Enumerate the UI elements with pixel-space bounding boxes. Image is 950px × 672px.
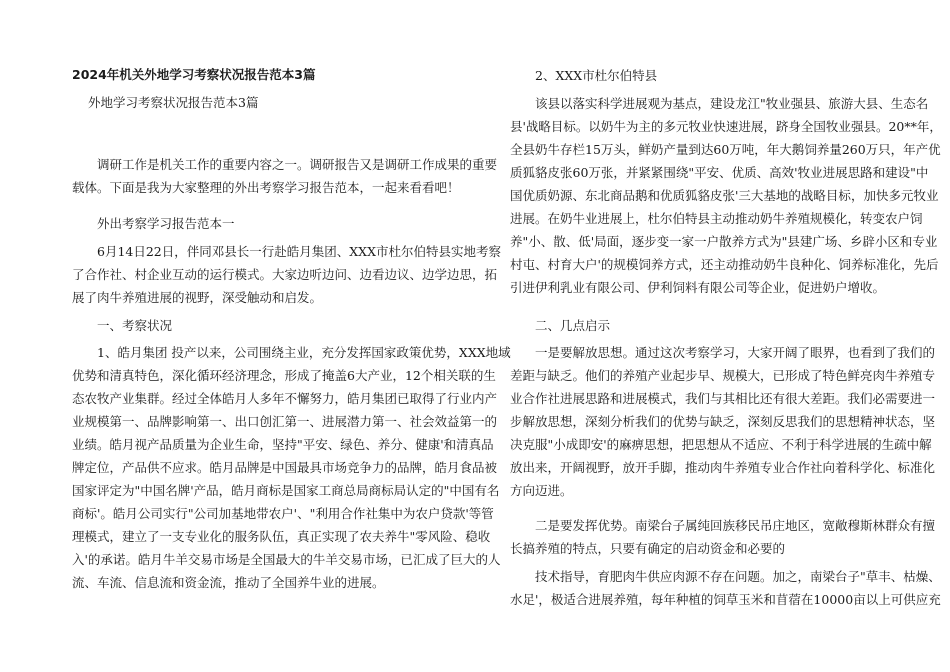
text-line: 载体。下面是我为大家整理的外出考察学习报告范本，一起来看看吧！ — [72, 180, 460, 195]
text-line: 业绩。皓月视产品质量为企业生命，坚持"平安、绿色、养分、健康'和清真品 — [72, 437, 494, 452]
paragraph — [510, 341, 935, 502]
section-heading: 二、几点启示 — [535, 318, 611, 333]
text-line: 商标'。皓月公司实行"公司加基地带农户'、"利用合作社集中为农户贷款'等管 — [72, 506, 494, 521]
text-line: 流、车流、信息流和资金流，推动了全国养牛业的进展。 — [72, 575, 385, 590]
text-line: 态农牧产业集群。经过全体皓月人多年不懈努力，皓月集团已取得了行业内产 — [72, 391, 498, 406]
text-line: 全县奶牛存栏15万头，鲜奶产量到达60万吨，年大鹅饲养量260万只，年产优 — [510, 142, 941, 157]
text-line: 了合作社、村企业互动的运行模式。大家边听边问、边看边议、边学边思，拓 — [72, 267, 498, 282]
text-line: 养"小、散、低'局面，逐步变一家一户散养方式为"县建广场、乡辟小区和专业 — [510, 234, 938, 249]
document-subtitle: 外地学习考察状况报告范本3篇 — [88, 95, 259, 110]
document-title: 2024年机关外地学习考察状况报告范本3篇 — [72, 67, 316, 82]
text-line: 村屯、村育大户'的规模饲养方式，还主动推动奶牛良种化、饲养标准化，先后 — [510, 257, 939, 272]
text-line: 质狐貉皮张60万张，并紧紧围绕"平安、优质、高效'牧业进展思路和建设"中 — [510, 165, 929, 180]
text-line: 长搞养殖的特点，只要有确定的启动资金和必要的 — [510, 541, 786, 556]
text-line: 优势和清真特色，深化循环经济理念，形成了掩盖6大产业，12个相关联的生 — [72, 368, 496, 383]
text-line: 调研工作是机关工作的重要内容之一。调研报告又是调研工作成果的重要 — [97, 157, 498, 172]
text-line: 决克服"小成即安'的麻痹思想，把思想从不适应、不利于科学进展的生疏中解 — [510, 437, 932, 452]
text-line: 理模式，建立了一支专业化的服务队伍，真正实现了农夫养牛"零风险、稳收 — [72, 529, 491, 544]
text-line: 技术指导，育肥肉牛供应肉源不存在问题。加之，南梁台子"草丰、枯燥、 — [535, 569, 941, 584]
section-heading: 2、XXX市杜尔伯特县 — [535, 68, 658, 83]
section-heading: 一、考察状况 — [97, 318, 173, 333]
paragraph — [510, 514, 935, 560]
text-line: 入'的承诺。皓月牛羊交易市场是全国最大的牛羊交易市场，已汇成了巨大的人 — [72, 552, 501, 567]
text-line: 6月14日22日，伴同邓县长一行赴皓月集团、XXX市杜尔伯特县实地考察 — [97, 244, 501, 259]
text-line: 方向迈进。 — [510, 483, 573, 498]
text-line: 一是要解放思想。通过这次考察学习，大家开阔了眼界，也看到了我们的 — [535, 345, 936, 360]
text-line: 进展。在奶牛业进展上，杜尔伯特县主动推动奶牛养殖规模化，转变农户饲 — [510, 211, 923, 226]
text-line: 二是要发挥优势。南梁台子属纯回族移民吊庄地区，宽敞穆斯林群众有擅 — [535, 518, 936, 533]
text-line: 步解放思想，深刻分析我们的优势与缺乏，深刻反思我们的思想精神状态，坚 — [510, 414, 936, 429]
intro-paragraph — [72, 153, 497, 199]
text-line: 引进伊利乳业有限公司、伊利饲料有限公司等企业，促进奶户增收。 — [510, 280, 886, 295]
text-line: 国家评定为"中国名牌'产品，皓月商标是国家工商总局商标局认定的"中国有名 — [72, 483, 500, 498]
paragraph — [72, 341, 511, 594]
text-line: 业合作社进展思路和进展模式，我们与其相比还有很大差距。我们必需要进一 — [510, 391, 936, 406]
paragraph — [510, 565, 941, 611]
section-heading: 外出考察学习报告范本一 — [97, 216, 235, 231]
text-line: 差距与缺乏。他们的养殖产业起步早、规模大，已形成了特色鲜亮肉牛养殖专 — [510, 368, 936, 383]
paragraph — [72, 240, 501, 309]
text-line: 牌定位，产品供不应求。皓月品牌是中国最具市场竞争力的品牌，皓月食品被 — [72, 460, 498, 475]
text-line: 放出来，开阔视野，放开手脚，推动肉牛养殖专业合作社向着科学化、标准化 — [510, 460, 936, 475]
text-line: 展了肉牛养殖进展的视野，深受触动和启发。 — [72, 290, 323, 305]
text-line: 水足'，极适合进展养殖，每年种植的饲草玉米和苜蓿在10000亩以上可供应充 — [510, 592, 941, 607]
text-line: 县'战略目标。以奶牛为主的多元牧业快速进展，跻身全国牧业强县。20**年， — [510, 119, 942, 134]
text-line: 业规模第一、品牌影响第一、出口创汇第一、进展潜力第一、社会效益第一的 — [72, 414, 498, 429]
text-line: 国优质奶源、东北商品鹅和优质狐貉皮张'三大基地的战略目标，加快多元牧业 — [510, 188, 939, 203]
paragraph — [510, 92, 942, 299]
text-line: 该县以落实科学进展观为基点，建设龙江"牧业强县、旅游大县、生态名 — [535, 96, 929, 111]
text-line: 1、皓月集团 投产以来，公司围绕主业，充分发挥国家政策优势，XXX地域 — [97, 345, 511, 360]
